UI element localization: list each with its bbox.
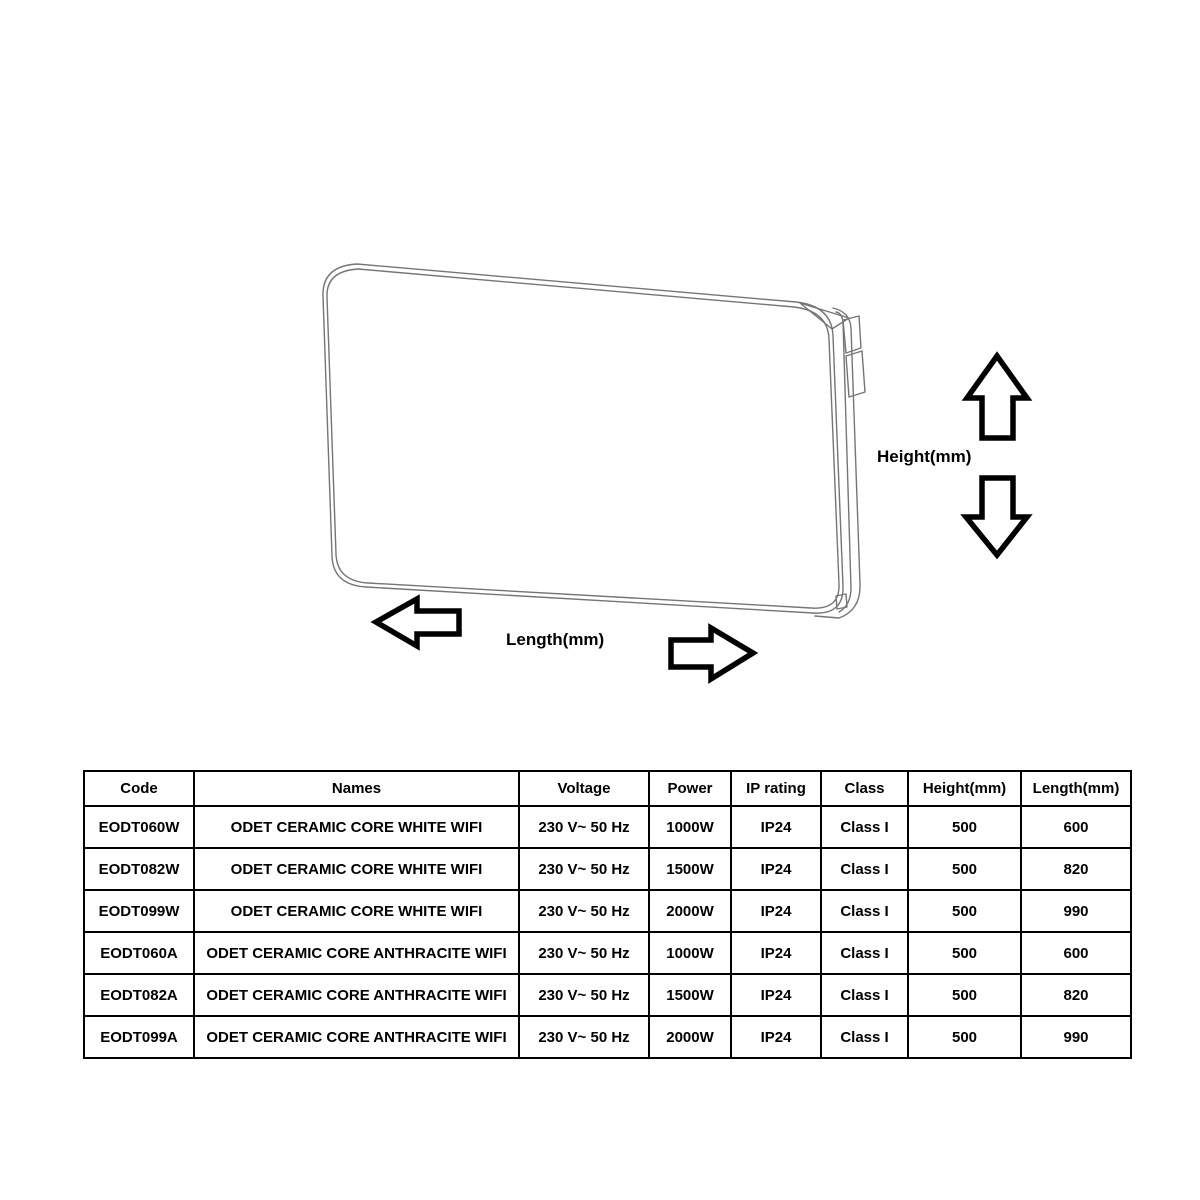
table-cell: 990 <box>1021 1016 1131 1058</box>
table-cell: 230 V~ 50 Hz <box>519 848 649 890</box>
table-cell: ODET CERAMIC CORE WHITE WIFI <box>194 848 519 890</box>
table-cell: EODT060A <box>84 932 194 974</box>
table-cell: 230 V~ 50 Hz <box>519 932 649 974</box>
column-header-voltage: Voltage <box>519 771 649 806</box>
length-dimension-label: Length(mm) <box>506 630 605 649</box>
heater-front-bezel <box>327 269 839 608</box>
table-cell: EODT060W <box>84 806 194 848</box>
table-cell: IP24 <box>731 848 821 890</box>
table-cell: 600 <box>1021 806 1131 848</box>
table-cell: Class I <box>821 1016 908 1058</box>
table-header-row <box>84 771 1131 806</box>
table-cell: 230 V~ 50 Hz <box>519 890 649 932</box>
table-cell: ODET CERAMIC CORE ANTHRACITE WIFI <box>194 932 519 974</box>
table-row <box>84 806 1131 848</box>
height-dimension-label: Height(mm) <box>877 447 972 466</box>
table-cell: EODT082A <box>84 974 194 1016</box>
table-cell: ODET CERAMIC CORE ANTHRACITE WIFI <box>194 974 519 1016</box>
heater-front-face <box>323 264 843 613</box>
heater-panel-drawing <box>323 264 865 618</box>
table-cell: ODET CERAMIC CORE WHITE WIFI <box>194 806 519 848</box>
table-row <box>84 1016 1131 1058</box>
arrow-right-icon <box>671 628 753 679</box>
table-cell: Class I <box>821 806 908 848</box>
heater-bracket-tab-lower <box>846 351 865 397</box>
table-cell: 820 <box>1021 974 1131 1016</box>
table-cell: 500 <box>908 890 1021 932</box>
table-row <box>84 890 1131 932</box>
table-cell: 230 V~ 50 Hz <box>519 806 649 848</box>
table-cell: 500 <box>908 932 1021 974</box>
table-cell: 1000W <box>649 806 731 848</box>
heater-top-facet <box>800 303 849 329</box>
table-cell: 500 <box>908 848 1021 890</box>
table-cell: IP24 <box>731 890 821 932</box>
column-header-class: Class <box>821 771 908 806</box>
column-header-code: Code <box>84 771 194 806</box>
table-cell: 1500W <box>649 974 731 1016</box>
table-cell: Class I <box>821 974 908 1016</box>
table-row <box>84 932 1131 974</box>
table-cell: EODT099A <box>84 1016 194 1058</box>
arrow-down-icon <box>966 478 1027 555</box>
table-cell: ODET CERAMIC CORE WHITE WIFI <box>194 890 519 932</box>
table-cell: IP24 <box>731 932 821 974</box>
table-cell: 500 <box>908 974 1021 1016</box>
table-cell: 2000W <box>649 1016 731 1058</box>
table-cell: Class I <box>821 932 908 974</box>
table-cell: 500 <box>908 806 1021 848</box>
table-cell: IP24 <box>731 974 821 1016</box>
table-cell: Class I <box>821 848 908 890</box>
arrow-left-icon <box>376 599 459 646</box>
dimension-arrows <box>376 356 1027 679</box>
table-cell: ODET CERAMIC CORE ANTHRACITE WIFI <box>194 1016 519 1058</box>
table-cell: 2000W <box>649 890 731 932</box>
spec-table-body <box>84 806 1131 1058</box>
table-cell: 820 <box>1021 848 1131 890</box>
table-cell: 1500W <box>649 848 731 890</box>
column-header-height: Height(mm) <box>908 771 1021 806</box>
column-header-names: Names <box>194 771 519 806</box>
table-cell: EODT099W <box>84 890 194 932</box>
table-cell: 230 V~ 50 Hz <box>519 1016 649 1058</box>
table-row <box>84 848 1131 890</box>
arrow-up-icon <box>967 356 1027 438</box>
table-cell: 1000W <box>649 932 731 974</box>
column-header-power: Power <box>649 771 731 806</box>
table-cell: Class I <box>821 890 908 932</box>
table-cell: EODT082W <box>84 848 194 890</box>
table-cell: IP24 <box>731 806 821 848</box>
table-row <box>84 974 1131 1016</box>
table-cell: 990 <box>1021 890 1131 932</box>
column-header-ip-rating: IP rating <box>731 771 821 806</box>
table-cell: IP24 <box>731 1016 821 1058</box>
spec-table <box>83 770 1132 1059</box>
table-cell: 600 <box>1021 932 1131 974</box>
table-cell: 500 <box>908 1016 1021 1058</box>
column-header-length: Length(mm) <box>1021 771 1131 806</box>
table-cell: 230 V~ 50 Hz <box>519 974 649 1016</box>
